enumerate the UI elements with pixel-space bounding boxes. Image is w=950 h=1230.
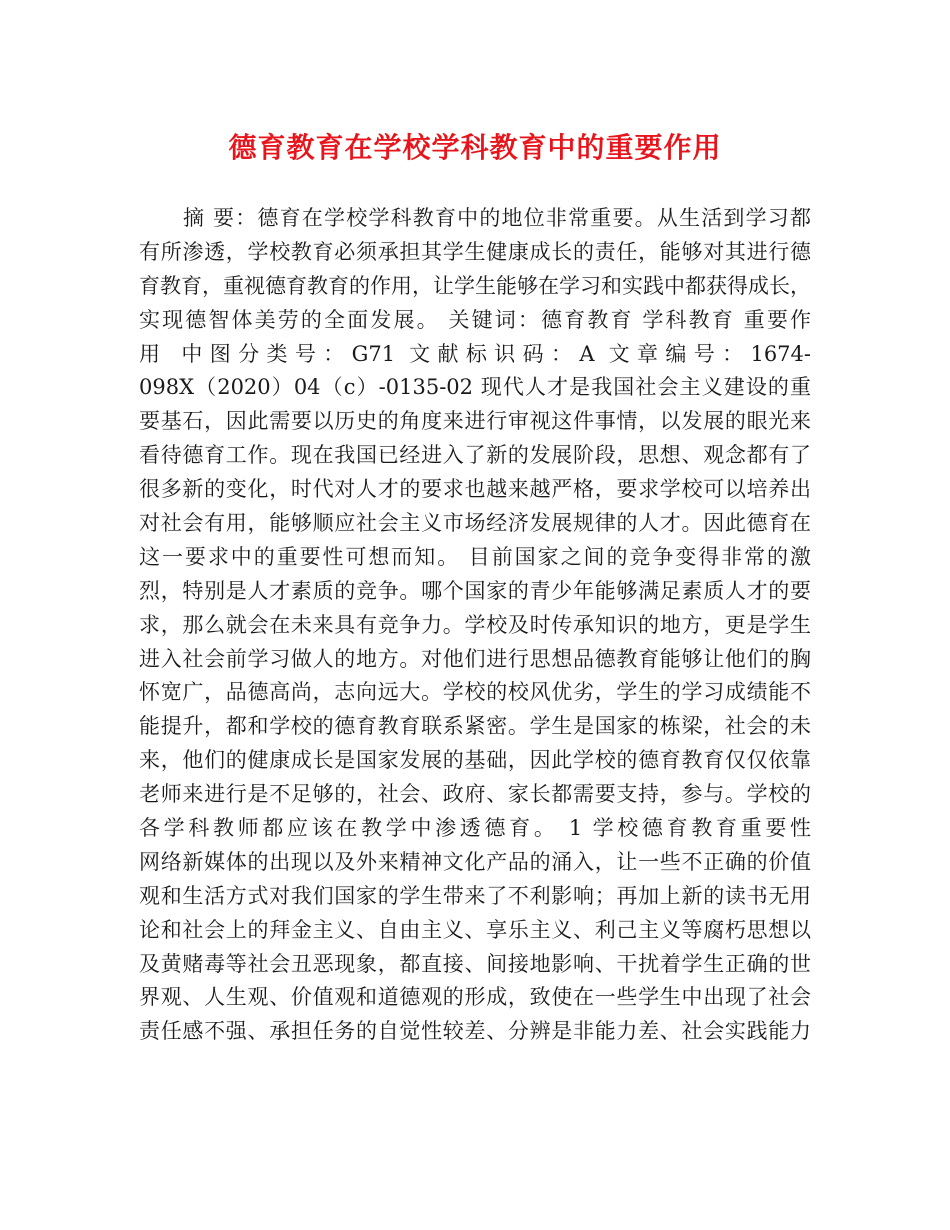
document-title: 德育教育在学校学科教育中的重要作用 [228, 131, 722, 164]
body-line: 论和社会上的拜金主义、自由主义、享乐主义、利己主义等腐朽思想以 [139, 917, 811, 942]
body-line: 实现德智体美劳的全面发展。 关键词：德育教育 学科教育 重要作 [139, 307, 811, 332]
body-line: 进入社会前学习做人的地方。对他们进行思想品德教育能够让他们的胸 [139, 646, 811, 671]
body-line: 摘 要：德育在学校学科教育中的地位非常重要。从生活到学习都 [183, 206, 811, 230]
body-line: 界观、人生观、价值观和道德观的形成，致使在一些学生中出现了社会 [139, 985, 811, 1010]
body-line: 责任感不强、承担任务的自觉性较差、分辨是非能力差、社会实践能力 [139, 1019, 811, 1044]
body-line: 及黄赌毒等社会丑恶现象，都直接、间接地影响、干扰着学生正确的世 [139, 951, 811, 976]
body-line: 要基石，因此需要以历史的角度来进行审视这件事情，以发展的眼光来 [139, 409, 811, 434]
body-line: 很多新的变化，时代对人才的要求也越来越严格，要求学校可以培养出 [139, 477, 811, 502]
document-body [139, 202, 811, 1049]
body-line: 这一要求中的重要性可想而知。 目前国家之间的竞争变得非常的激 [139, 544, 811, 569]
body-line: 观和生活方式对我们国家的学生带来了不利影响；再加上新的读书无用 [139, 883, 811, 908]
body-line: 求，那么就会在未来具有竞争力。学校及时传承知识的地方，更是学生 [139, 612, 811, 637]
body-line: 用 中图分类号：G71 文献标识码：A 文章编号：1674- [139, 341, 811, 366]
body-line: 来，他们的健康成长是国家发展的基础，因此学校的德育教育仅仅依靠 [139, 748, 811, 773]
body-line: 对社会有用，能够顺应社会主义市场经济发展规律的人才。因此德育在 [139, 511, 811, 536]
body-line: 看待德育工作。现在我国已经进入了新的发展阶段，思想、观念都有了 [139, 443, 811, 468]
body-line: 老师来进行是不足够的，社会、政府、家长都需要支持，参与。学校的 [139, 782, 811, 807]
body-line: 网络新媒体的出现以及外来精神文化产品的涌入，让一些不正确的价值 [139, 849, 811, 874]
body-line: 烈，特别是人才素质的竞争。哪个国家的青少年能够满足素质人才的要 [139, 578, 811, 603]
body-line: 怀宽广，品德高尚，志向远大。学校的校风优劣，学生的学习成绩能不 [139, 680, 811, 705]
body-line: 各学科教师都应该在教学中渗透德育。 1 学校德育教育重要性 [139, 816, 811, 841]
body-line: 有所渗透，学校教育必须承担其学生健康成长的责任，能够对其进行德 [139, 239, 811, 264]
body-line: 育教育，重视德育教育的作用，让学生能够在学习和实践中都获得成长， [139, 273, 811, 298]
body-line: 能提升，都和学校的德育教育联系紧密。学生是国家的栋梁，社会的未 [139, 714, 811, 739]
body-line: 098X（2020）04（c）-0135-02 现代人才是我国社会主义建设的重 [139, 375, 811, 400]
